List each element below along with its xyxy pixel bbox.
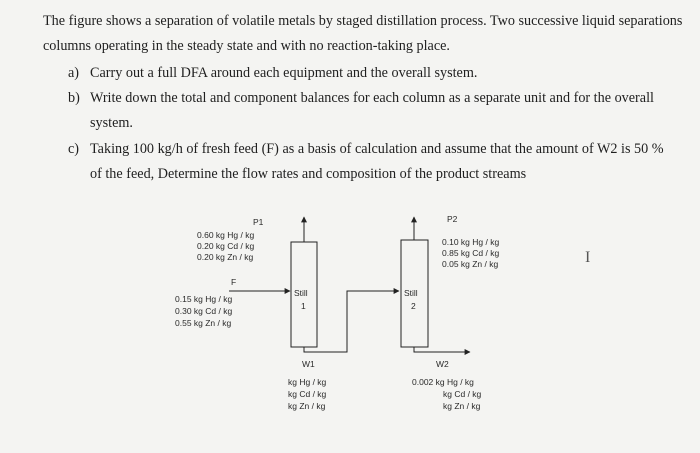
w2-hg: 0.002 kg Hg / kg <box>412 377 474 387</box>
text-cursor-icon: I <box>585 249 591 266</box>
question-b-label: b) <box>68 90 80 106</box>
feed-label: F <box>231 277 237 287</box>
still-2-number: 2 <box>411 301 416 311</box>
p2-zn: 0.05 kg Zn / kg <box>442 259 499 269</box>
p2-hg: 0.10 kg Hg / kg <box>442 237 500 247</box>
still-1-number: 1 <box>301 301 306 311</box>
p1-label: P1 <box>253 217 264 227</box>
question-c-label: c) <box>68 141 80 157</box>
question-a-label: a) <box>68 65 80 81</box>
feed-zn: 0.55 kg Zn / kg <box>175 318 232 328</box>
still-1-label: Still <box>294 288 308 298</box>
problem-intro: The figure shows a separation of volatile metals by staged distillation process. Two successive liquid separations columns operating in the steady state and with no reaction-taking place. <box>43 13 683 54</box>
w2-label: W2 <box>436 359 449 369</box>
question-a-text: Carry out a full DFA around each equipment and the overall system. <box>90 65 478 81</box>
w2-zn: kg Zn / kg <box>443 401 481 411</box>
question-b-text: Write down the total and component balances for each column as a separate unit and for the overall system. <box>90 90 654 131</box>
p2-cd: 0.85 kg Cd / kg <box>442 248 500 258</box>
p2-label: P2 <box>447 214 458 224</box>
feed-hg: 0.15 kg Hg / kg <box>175 294 233 304</box>
w1-label: W1 <box>302 359 315 369</box>
still-2-label: Still <box>404 288 418 298</box>
w2-cd: kg Cd / kg <box>443 389 482 399</box>
p1-hg: 0.60 kg Hg / kg <box>197 230 255 240</box>
p1-zn: 0.20 kg Zn / kg <box>197 252 254 262</box>
w2-arrow <box>414 347 470 352</box>
question-c-text: Taking 100 kg/h of fresh feed (F) as a basis of calculation and assume that the amount of W2 is 50 % of the feed, Determine the flow rates and composition of the product streams <box>90 141 664 182</box>
w1-cd: kg Cd / kg <box>288 389 327 399</box>
feed-cd: 0.30 kg Cd / kg <box>175 306 233 316</box>
w1-stream-line <box>304 291 399 352</box>
p1-cd: 0.20 kg Cd / kg <box>197 241 255 251</box>
w1-zn: kg Zn / kg <box>288 401 326 411</box>
w1-hg: kg Hg / kg <box>288 377 327 387</box>
